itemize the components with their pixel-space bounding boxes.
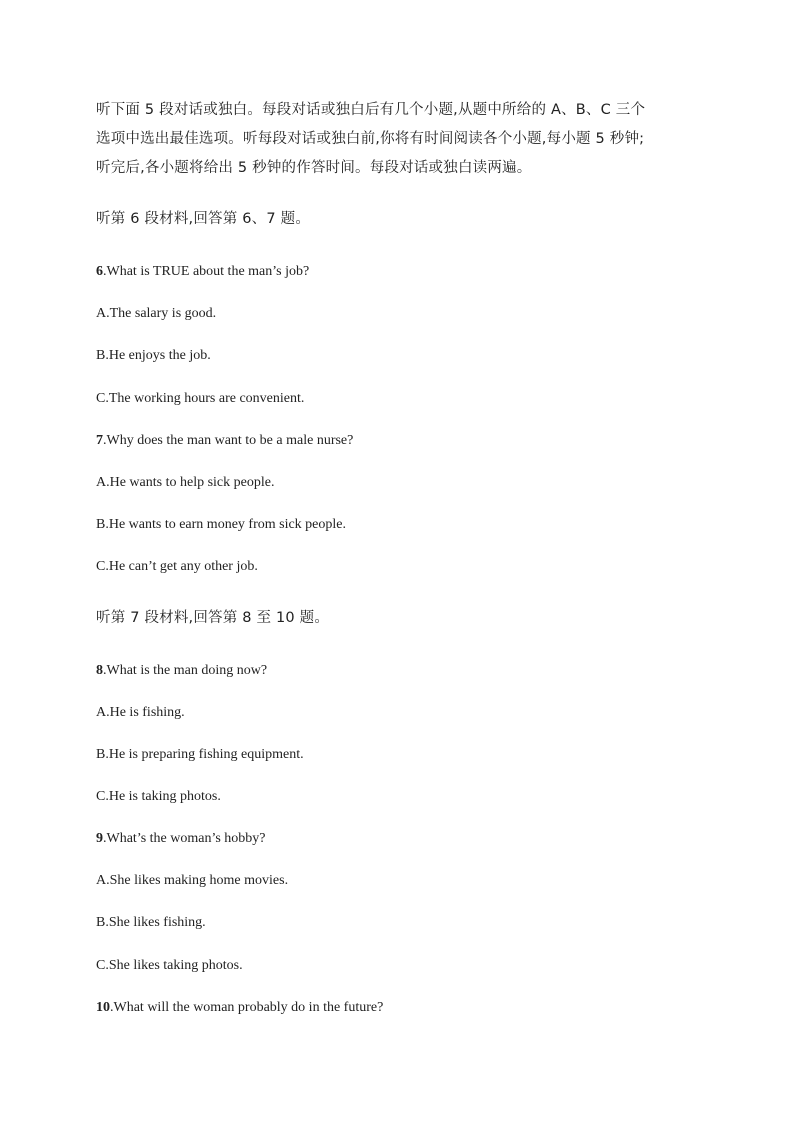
option-7c: C.He can’t get any other job. xyxy=(96,559,258,574)
question-text: .What is TRUE about the man’s job? xyxy=(103,264,310,279)
option-7a: A.He wants to help sick people. xyxy=(96,475,275,490)
option-6b: B.He enjoys the job. xyxy=(96,348,211,363)
option-7b: B.He wants to earn money from sick people. xyxy=(96,517,346,532)
question-number: 6 xyxy=(96,264,103,279)
question-text: .Why does the man want to be a male nurse? xyxy=(103,433,354,448)
question-9 xyxy=(96,830,266,848)
instructions-line-3: 听完后,各小题将给出 5 秒钟的作答时间。每段对话或独白读两遍。 xyxy=(96,160,532,176)
option-6a: A.The salary is good. xyxy=(96,306,217,321)
question-text: .What’s the woman’s hobby? xyxy=(103,831,266,846)
option-6c: C.The working hours are convenient. xyxy=(96,391,305,406)
instructions-line-2: 选项中选出最佳选项。听每段对话或独白前,你将有时间阅读各个小题,每小题 5 秒钟; xyxy=(96,131,645,147)
instructions-line-1: 听下面 5 段对话或独白。每段对话或独白后有几个小题,从题中所给的 A、B、C 三个 xyxy=(96,102,646,118)
option-9b: B.She likes fishing. xyxy=(96,915,206,930)
option-8a: A.He is fishing. xyxy=(96,705,185,720)
section-heading-1: 听第 6 段材料,回答第 6、7 题。 xyxy=(96,211,311,227)
option-9c: C.She likes taking photos. xyxy=(96,958,243,973)
question-text: .What is the man doing now? xyxy=(103,663,268,678)
section-heading-2: 听第 7 段材料,回答第 8 至 10 题。 xyxy=(96,610,330,626)
question-number: 9 xyxy=(96,831,103,846)
option-9a: A.She likes making home movies. xyxy=(96,873,289,888)
question-7 xyxy=(96,432,353,450)
question-number: 8 xyxy=(96,663,103,678)
option-8c: C.He is taking photos. xyxy=(96,789,221,804)
question-8 xyxy=(96,662,267,680)
question-text: .What will the woman probably do in the future? xyxy=(110,1000,384,1015)
question-10 xyxy=(96,999,383,1017)
question-number: 10 xyxy=(96,1000,110,1015)
option-8b: B.He is preparing fishing equipment. xyxy=(96,747,304,762)
question-6 xyxy=(96,263,309,281)
question-number: 7 xyxy=(96,433,103,448)
